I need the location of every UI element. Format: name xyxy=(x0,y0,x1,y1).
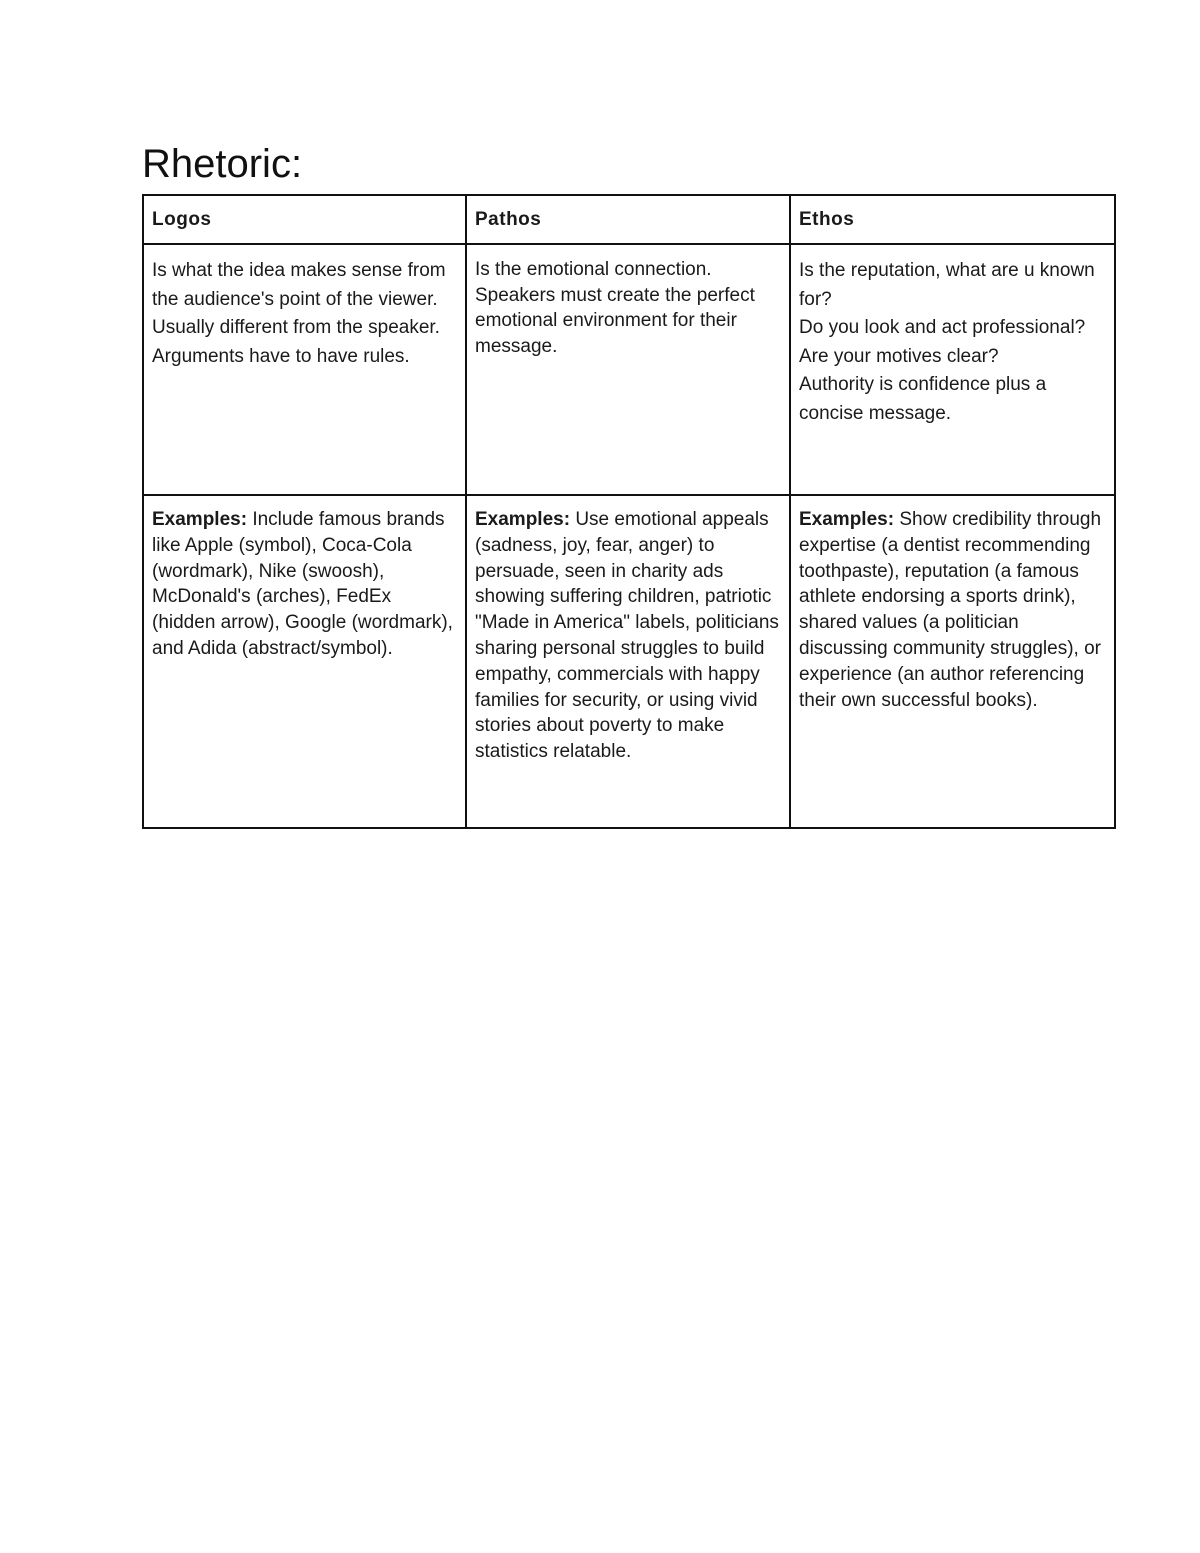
ethos-definition-line: Is the reputation, what are u known for? xyxy=(799,260,1095,310)
header-ethos: Ethos xyxy=(790,195,1115,244)
examples-label: Examples: xyxy=(475,509,571,530)
examples-label: Examples: xyxy=(152,509,248,530)
page-title: Rhetoric: xyxy=(142,142,303,186)
header-pathos: Pathos xyxy=(466,195,790,244)
definition-logos: Is what the idea makes sense from the audience's point of the viewer. Usually different from the speaker. Arguments have to have rules. xyxy=(143,244,466,495)
rhetoric-table xyxy=(142,194,1116,829)
table-header-row xyxy=(143,195,1115,244)
definition-row xyxy=(143,244,1115,495)
definition-pathos: Is the emotional connection. Speakers must create the perfect emotional environment for their message. xyxy=(466,244,790,495)
examples-logos-text: Include famous brands like Apple (symbol), Coca-Cola (wordmark), Nike (swoosh), McDonald's (arches), FedEx (hidden arrow), Google (wordmark), and Adida (abstract/symbol). xyxy=(152,509,453,659)
ethos-definition-line: Do you look and act professional? xyxy=(799,317,1086,338)
examples-ethos-text: Show credibility through expertise (a dentist recommending toothpaste), reputation (a famous athlete endorsing a sports drink), shared values (a politician discussing community struggles), or experience (an author referencing their own successful books). xyxy=(799,509,1102,711)
examples-ethos xyxy=(790,495,1115,828)
examples-logos xyxy=(143,495,466,828)
ethos-definition-line: Authority is confidence plus a concise message. xyxy=(799,374,1047,424)
header-logos: Logos xyxy=(143,195,466,244)
examples-pathos xyxy=(466,495,790,828)
ethos-definition-line: Are your motives clear? xyxy=(799,345,999,367)
examples-label: Examples: xyxy=(799,509,895,530)
definition-ethos xyxy=(790,244,1115,495)
examples-row xyxy=(143,495,1115,828)
examples-pathos-text: Use emotional appeals (sadness, joy, fear, anger) to persuade, seen in charity ads showing suffering children, patriotic "Made in America" labels, politicians sharing personal struggles to build empathy, commercials with happy families for security, or using vivid stories about poverty to make statistics relatable. xyxy=(475,509,779,763)
